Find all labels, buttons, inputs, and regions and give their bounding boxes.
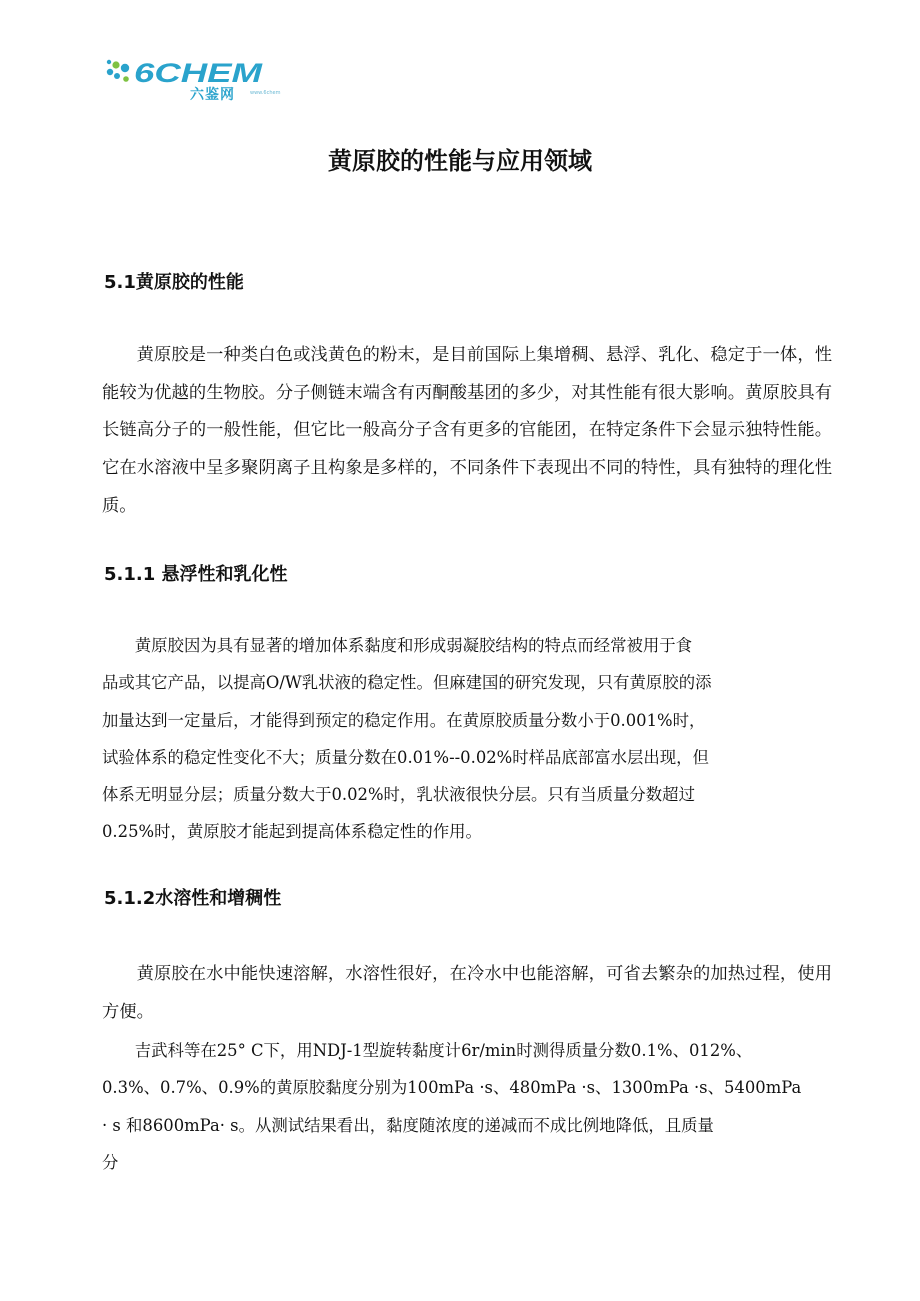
text-line: 分 — [102, 1152, 119, 1172]
text-line: 试验体系的稳定性变化不大；质量分数在0.01%--0.02%时样品底部富水层出现，但 — [102, 747, 709, 767]
section-5-1-1-paragraph — [102, 627, 832, 851]
logo-subtitle: 六鉴网 — [190, 87, 235, 103]
section-5-1-2-paragraph: 黄原胶在水中能快速溶解，水溶性很好，在冷水中也能溶解，可省去繁杂的加热过程，使用方便。 — [102, 964, 832, 1022]
text-line: 加量达到一定量后，才能得到预定的稳定作用。在黄原胶质量分数小于0.001%时， — [102, 710, 706, 730]
text-line: 黄原胶因为具有显著的增加体系黏度和形成弱凝胶结构的特点而经常被用于食 — [102, 636, 693, 655]
text-line: 吉武科等在25° C下，用NDJ-1型旋转黏度计6r/min时测得质量分数0.1%、012%、 — [102, 1041, 753, 1060]
page-title: 黄原胶的性能与应用领域 — [328, 147, 592, 175]
text-line: 品或其它产品，以提高O/W乳状液的稳定性。但麻建国的研究发现，只有黄原胶的添 — [102, 673, 712, 693]
text-line: 0.25%时，黄原胶才能起到提高体系稳定性的作用。 — [102, 822, 482, 842]
text-line: 0.3%、0.7%、0.9%的黄原胶黏度分别为100mPa ·s、480mPa ·s、1300mPa ·s、5400mPa — [102, 1078, 802, 1098]
site-logo — [104, 54, 281, 104]
section-5-1-2-paragraph-2 — [102, 1032, 832, 1181]
section-5-1-paragraph: 黄原胶是一种类白色或浅黄色的粉末，是目前国际上集增稠、悬浮、乳化、稳定于一体，性能较为优越的生物胶。分子侧链末端含有丙酮酸基团的多少，对其性能有很大影响。黄原胶具有长链高分子的一般性能，但它比一般高分子含有更多的官能团，在特定条件下会显示独特性能。它在水溶液中呈多聚阴离子且构象是多样的，不同条件下表现出不同的特性，具有独特的理化性质。 — [102, 345, 832, 516]
logo-wordmark — [104, 54, 274, 104]
svg-text:6CHEM: 6CHEM — [134, 58, 263, 88]
section-heading-5-1: 5.1黄原胶的性能 — [104, 272, 244, 293]
section-heading-5-1-1: 5.1.1 悬浮性和乳化性 — [104, 564, 288, 585]
logo-tagline: www.6chem — [250, 90, 281, 96]
section-heading-5-1-2: 5.1.2水溶性和增稠性 — [104, 888, 282, 909]
text-line: · s 和8600mPa· s。从测试结果看出，黏度随浓度的递减而不成比例地降低，且质量 — [102, 1115, 714, 1135]
text-line: 体系无明显分层；质量分数大于0.02%时，乳状液很快分层。只有当质量分数超过 — [102, 785, 695, 805]
